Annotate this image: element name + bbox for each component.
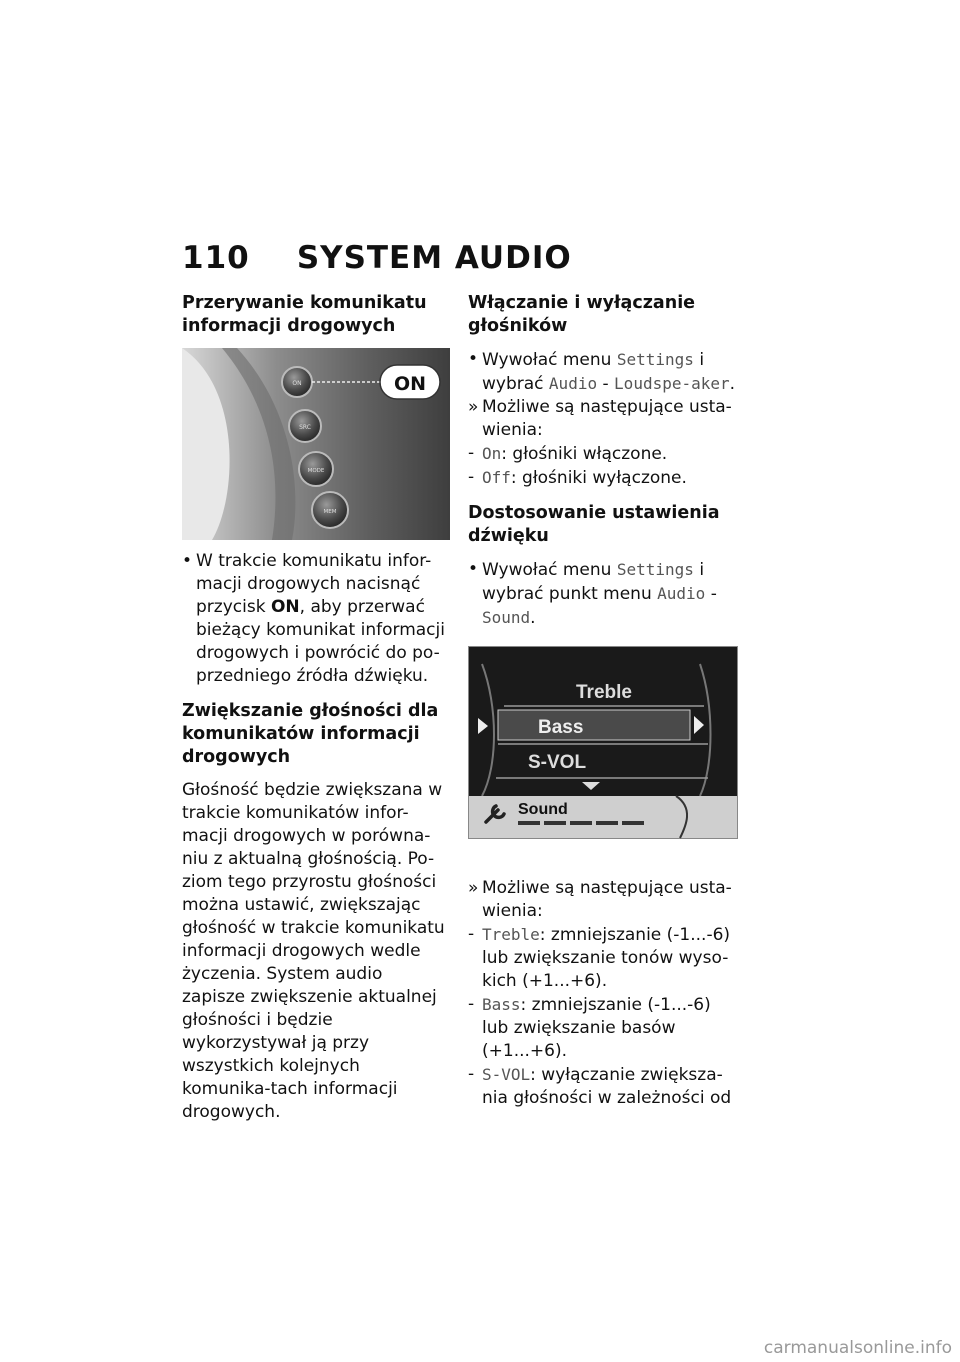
right-column (468, 292, 740, 1110)
menu-item-treble: Treble (576, 682, 632, 703)
section-heading-sound: Dostosowanie ustawienia dźwięku (468, 503, 720, 546)
figure-handlebar-buttons (182, 348, 450, 540)
paragraph: Głośność będzie zwiększana w trakcie komunikatów infor-macji drogowych w porówna-niu z aktualną głośnością. Po-ziom tego przyrostu głośności można ustawić, zwiększając głośność w trakcie komunikatu informacji drogowych wedle życzenia. System audio zapisze zwiększenie aktualnej głośności i będzie wykorzystywał ją przy wszystkich kolejnych komunika-tach informacji drogowych. (182, 780, 445, 1122)
list-item: • Wywołać menu Settings i wybrać Audio - Loudspe-aker. (468, 349, 736, 394)
list-item-option: - Off: głośniki wyłączone. (468, 467, 687, 488)
display-footer-label: Sound (518, 801, 568, 818)
list-item-result: » Możliwe są następujące usta-wienia: (468, 878, 732, 921)
menu-item-svol: S-VOL (528, 752, 587, 773)
footer-watermark: carmanualsonline.info (763, 1338, 952, 1358)
chapter-title: SYSTEM AUDIO (296, 240, 572, 276)
list-item-option: - Treble: zmniejszanie (-1...-6) lub zwiększanie tonów wyso-kich (+1...+6). (468, 924, 731, 991)
list-item: • W trakcie komunikatu infor-macji drogowych nacisnąć przycisk ON, aby przerwać bieżący komunikat informacji drogowych i powrócić do po-przedniego źródła dźwięku. (182, 551, 445, 686)
button-mem (312, 492, 348, 528)
list-item: • Wywołać menu Settings i wybrać punkt menu Audio - Sound. (468, 559, 717, 628)
callout-label: ON (393, 373, 427, 395)
figure-sound-display (468, 646, 738, 839)
svg-text:ON: ON (292, 380, 302, 387)
list-item-option: - On: głośniki włączone. (468, 443, 668, 464)
left-column (182, 292, 450, 1132)
page-header (182, 240, 572, 280)
page-number: 110 (182, 240, 250, 276)
section-heading-interrupt: Przerywanie komunikatu informacji drogowych (182, 293, 427, 336)
section-heading-volume-increase: Zwiększanie głośności dla komunikatów informacji drogowych (182, 701, 439, 767)
level-indicator (518, 821, 644, 825)
section-heading-speakers: Włączanie i wyłączanie głośników (468, 293, 696, 336)
list-item-option: - Bass: zmniejszanie (-1...-6) lub zwiększanie basów (+1...+6). (468, 994, 711, 1061)
svg-text:MODE: MODE (307, 468, 325, 474)
svg-text:MEM: MEM (323, 509, 337, 515)
menu-item-bass: Bass (538, 717, 584, 738)
button-mode (299, 452, 333, 486)
list-item-result: » Możliwe są następujące usta-wienia: (468, 397, 732, 440)
svg-text:SRC: SRC (299, 424, 311, 431)
button-src (289, 410, 321, 442)
selected-highlight (498, 710, 690, 740)
button-on (282, 367, 312, 397)
list-item-option: - S-VOL: wyłączanie zwiększa-nia głośności w zależności od (468, 1064, 732, 1108)
